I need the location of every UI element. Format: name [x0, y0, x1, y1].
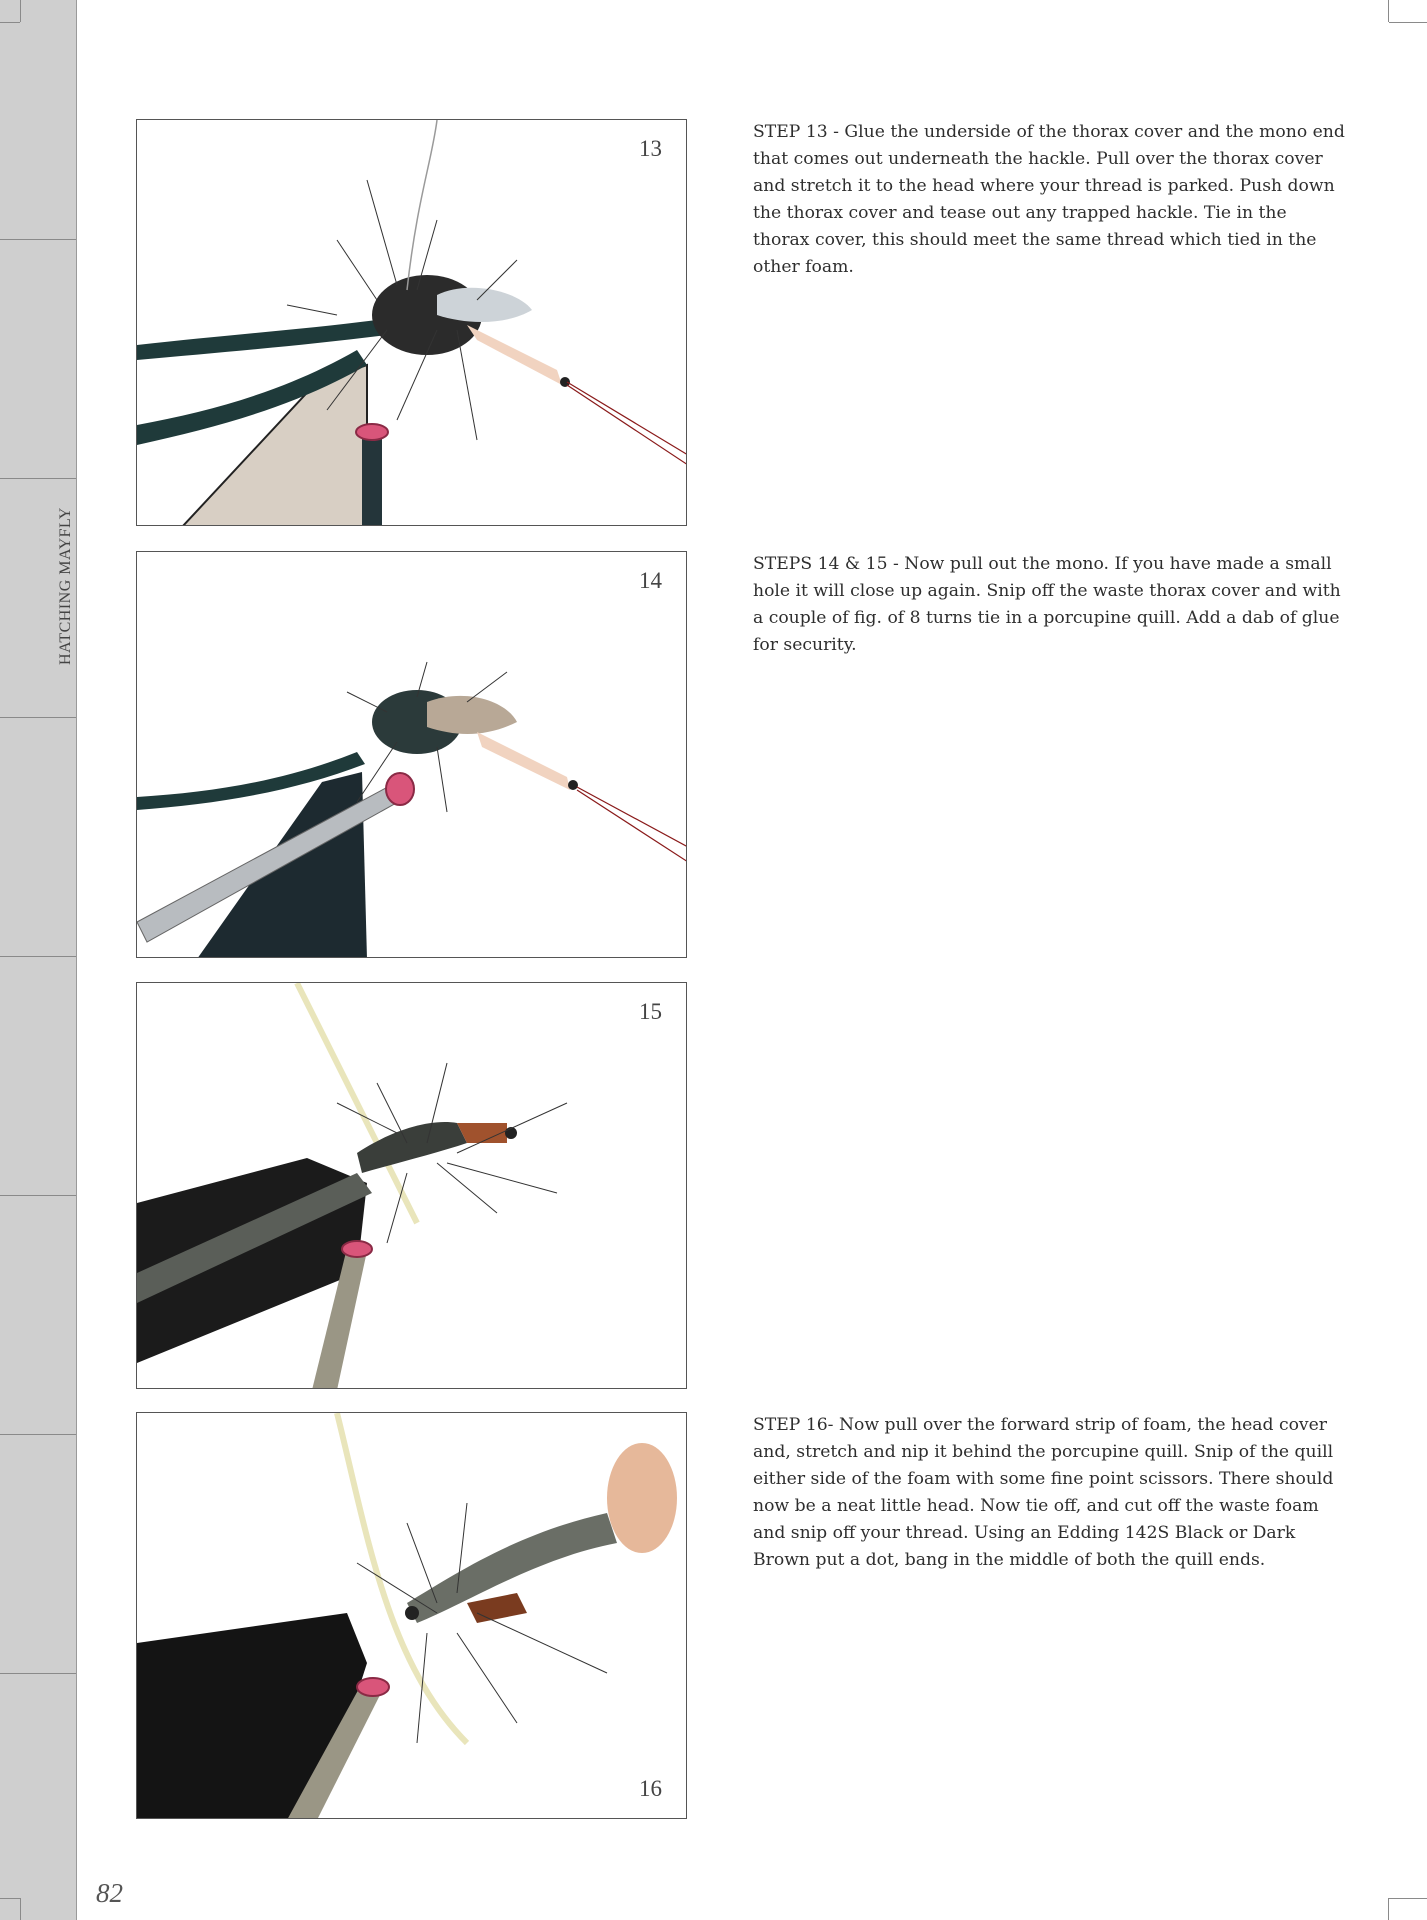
step-14-photo [136, 551, 687, 958]
crop-mark [1388, 0, 1389, 22]
page-number: 82 [96, 1878, 123, 1908]
tab-divider [0, 478, 76, 479]
crop-mark [1388, 1898, 1389, 1920]
step-15-photo [136, 982, 687, 1389]
section-tab-label: HATCHING MAYFLY [57, 507, 74, 665]
tab-divider [0, 1434, 76, 1435]
fly-tying-illustration [137, 552, 687, 958]
fly-tying-illustration [137, 983, 687, 1389]
step-number: 14 [639, 568, 662, 593]
crop-mark [20, 0, 21, 22]
step-16-text: STEP 16- Now pull over the forward strip of foam, the head cover and, stretch and nip it behind the porcupine quill. Snip of the quill either side of the foam with some fine point scissors. There should now be a neat little head. Now tie off, and cut off the waste foam and snip off your thread. Using an Edding 142S Black or Dark Brown put a dot, bang in the middle of both the quill ends. [753, 1415, 1334, 1570]
tab-divider [0, 1673, 76, 1674]
step-13-photo [136, 119, 687, 526]
step-number: 13 [639, 136, 662, 161]
tab-divider [0, 717, 76, 718]
crop-mark [0, 1898, 20, 1899]
fly-tying-illustration [137, 1413, 687, 1819]
step-number: 15 [639, 999, 662, 1024]
tab-divider [0, 1195, 76, 1196]
crop-mark [1389, 1898, 1427, 1899]
crop-mark [0, 22, 20, 23]
step-16-photo [136, 1412, 687, 1819]
step-13-text: STEP 13 - Glue the underside of the thorax cover and the mono end that comes out underneath the hackle. Pull over the thorax cover and stretch it to the head where your thread is parked. Push down the thorax cover and tease out any trapped hackle. Tie in the thorax cover, this should meet the same thread which tied in the other foam. [753, 122, 1345, 277]
tab-divider [0, 956, 76, 957]
tab-divider [0, 239, 76, 240]
crop-mark [20, 1898, 21, 1920]
step-14-15-text: STEPS 14 & 15 - Now pull out the mono. If you have made a small hole it will close up again. Snip off the waste thorax cover and with a couple of fig. of 8 turns tie in a porcupine quill. Add a dab of glue for security. [753, 554, 1341, 655]
crop-mark [1389, 22, 1427, 23]
section-tab-strip [0, 0, 77, 1920]
step-number: 16 [639, 1776, 662, 1801]
fly-tying-illustration [137, 120, 687, 526]
